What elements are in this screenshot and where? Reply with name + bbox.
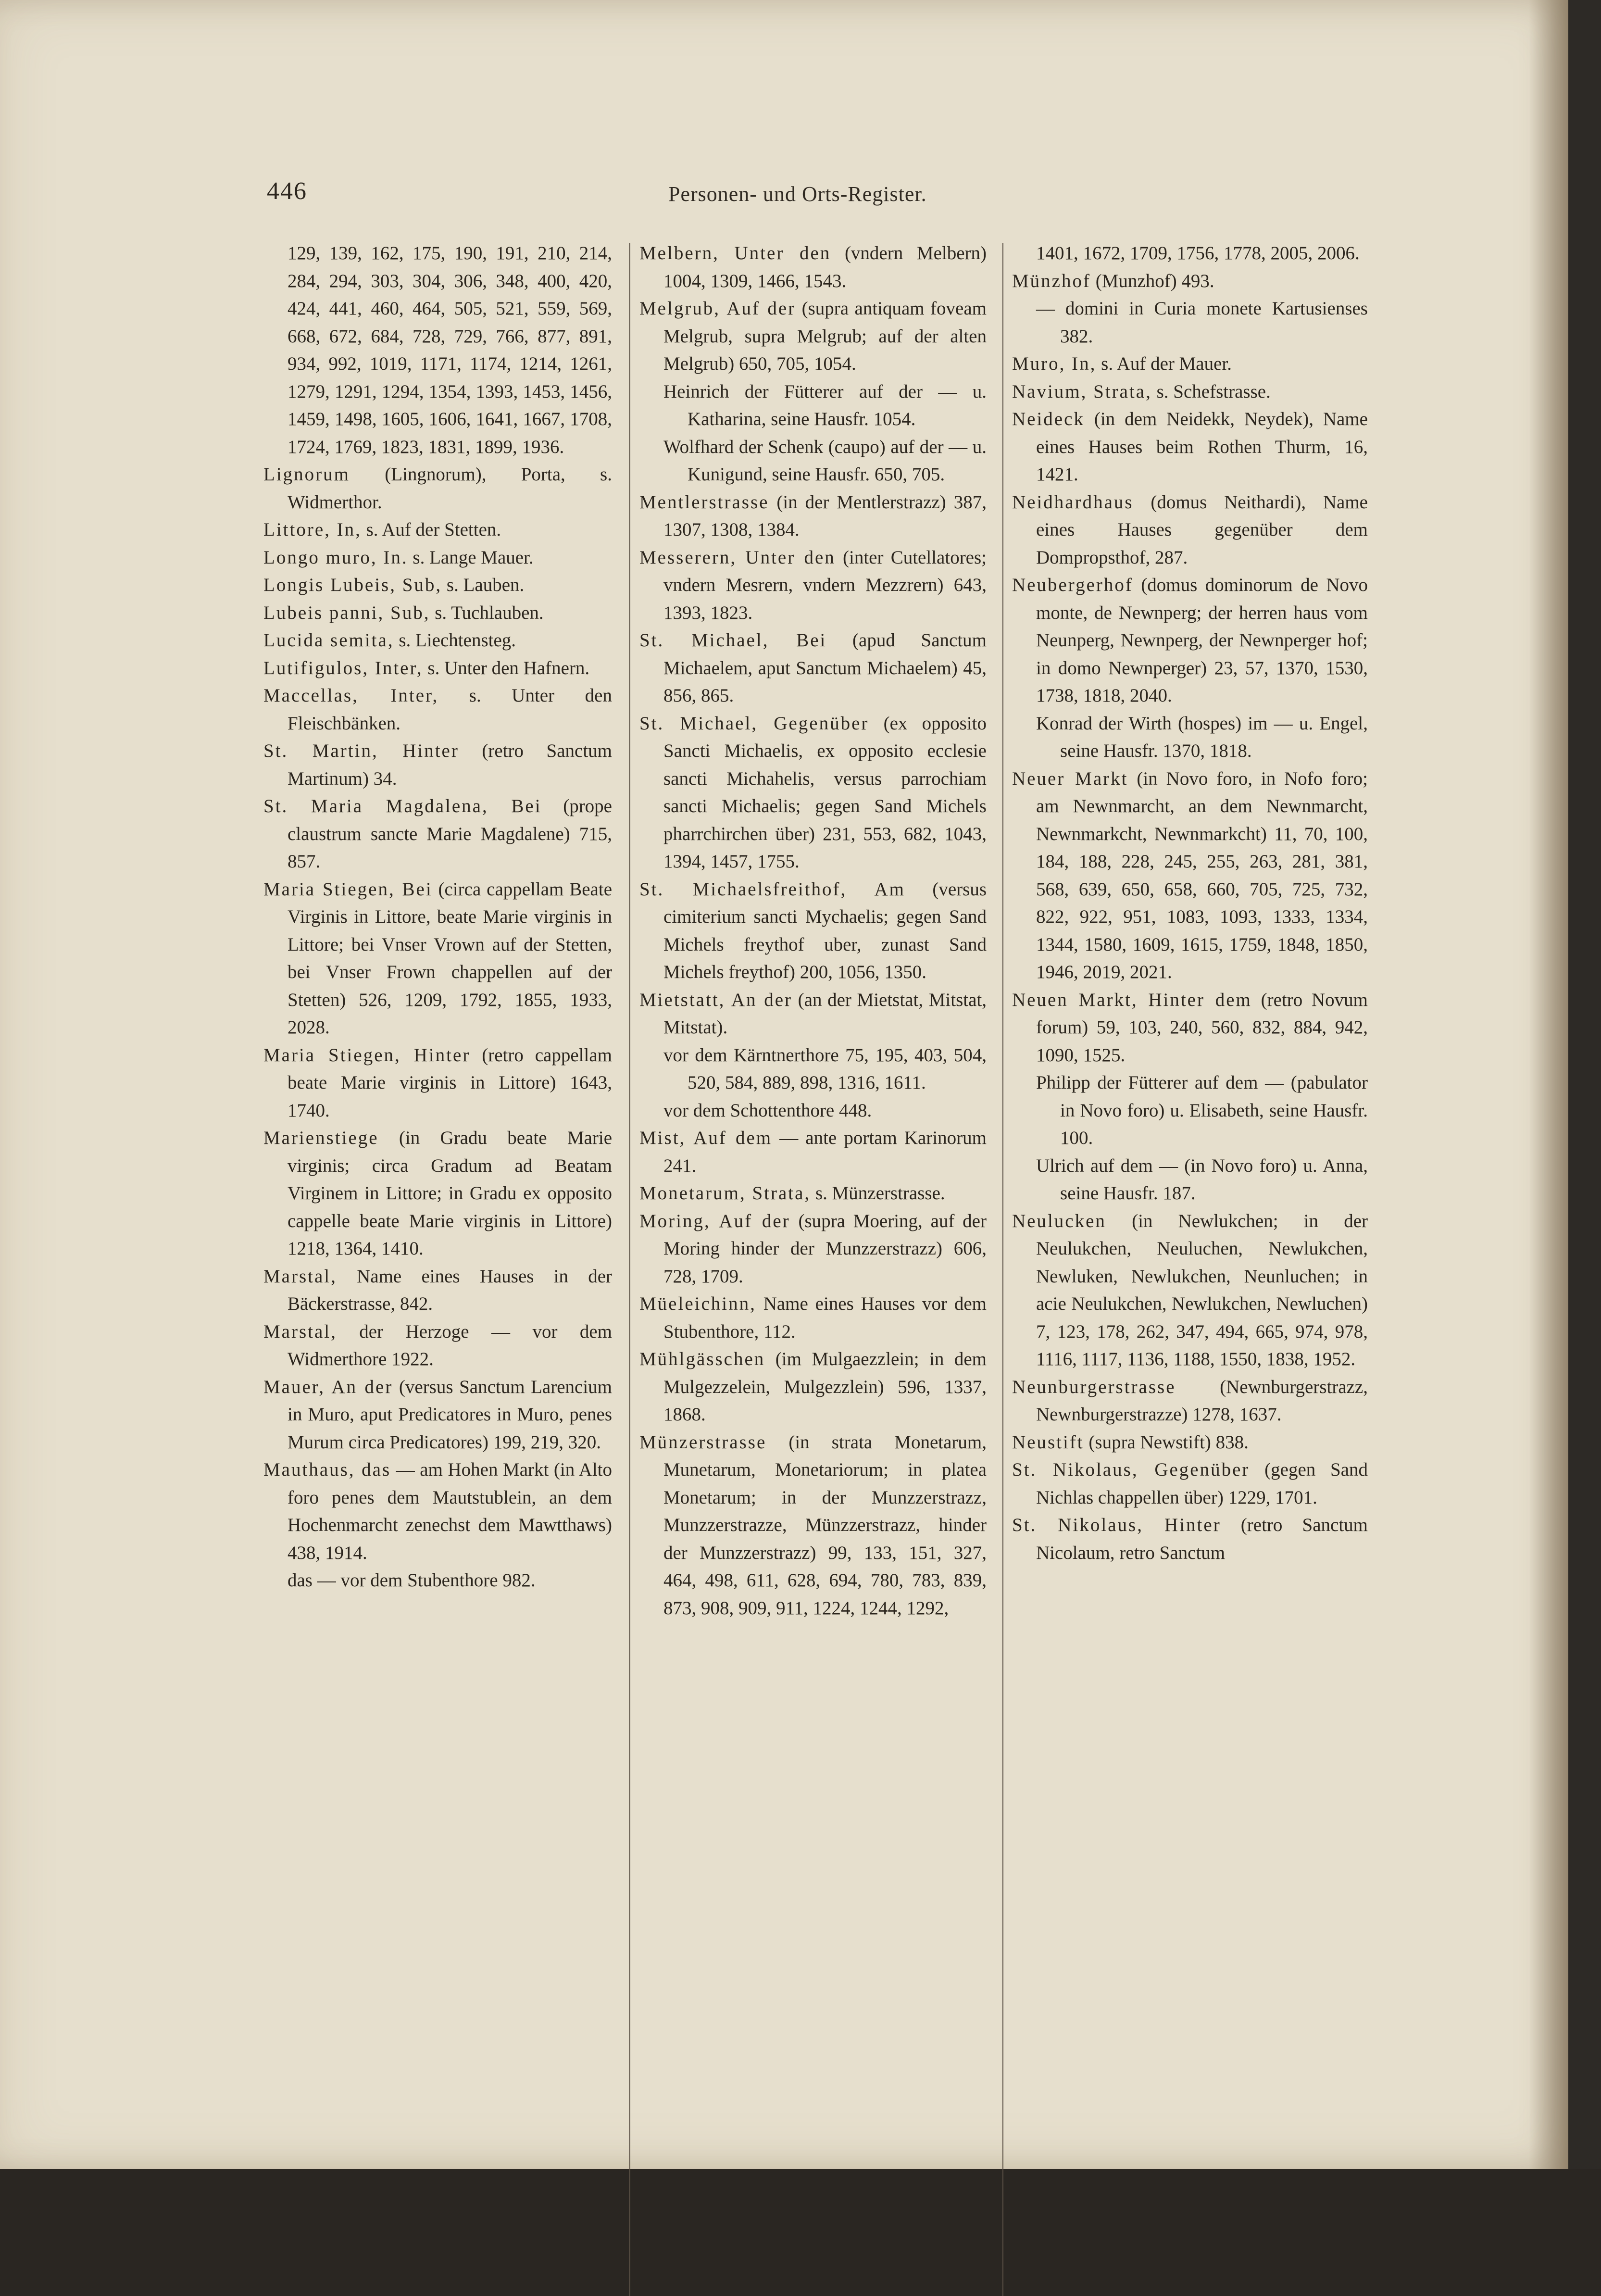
entry-headword: Neuen Markt, Hinter dem (1012, 989, 1252, 1010)
running-header: Personen- und Orts-Register. (668, 182, 927, 206)
register-entry (1012, 378, 1368, 406)
register-entry (263, 1041, 612, 1125)
register-subentry: das — vor dem Stubenthore 982. (288, 1570, 536, 1591)
entry-headword: Lutifigulos, Inter, (263, 657, 423, 678)
entry-text: (supra Moering, auf der Moring hinder der Munzzerstrazz) 606, 728, 1709. (663, 1210, 987, 1287)
entry-text: (gegen Sand Nichlas chappellen über) 1229, 1701. (1036, 1459, 1368, 1508)
entry-text: (in Novo foro, in Nofo foro; am Newnmarcht, an dem Newnmarcht, Newnmarkcht, Newnmarkcht) 11, 70, 100, 184, 188, 228, 245, 255, 263, 281, 381, 568, 639, 650, 658, 660, 705, 725, 732, 822, 922, 951, 1083, 1093, 1333, 1334, 1344, 1580, 1609, 1615, 1759, 1848, 1850, 1946, 2019, 2021. (1036, 768, 1368, 982)
register-entry (263, 654, 612, 682)
register-entry (1012, 1456, 1368, 1511)
entry-text: (retro Sanctum Martinum) 34. (288, 740, 612, 789)
entry-text: (circa cappellam Beate Virginis in Littore, beate Marie virginis in Littore; bei Vnser Vrown auf der Stetten, bei Vnser Frown chappellen auf der Stetten) 526, 1209, 1792, 1855, 1933, 2028. (288, 878, 612, 1038)
page-number: 446 (267, 177, 307, 205)
register-entry (1012, 1373, 1368, 1429)
register-entry (639, 1124, 987, 1179)
entry-headword: Neustift (1012, 1431, 1084, 1453)
entry-text: s. Auf der Stetten. (361, 519, 501, 540)
entry-continuation: 129, 139, 162, 175, 190, 191, 210, 214, 284, 294, 303, 304, 306, 348, 400, 420, 424, 441, 460, 464, 505, 521, 559, 569, 668, 672, 684, 728, 729, 766, 877, 891, 934, 992, 1019, 1171, 1174, 1214, 1261, 1279, 1291, 1294, 1354, 1393, 1453, 1456, 1459, 1498, 1605, 1606, 1641, 1667, 1708, 1724, 1769, 1823, 1831, 1899, 1936. (288, 243, 612, 457)
entry-headword: Marstal, (263, 1321, 337, 1342)
entry-headword: Melgrub, Auf der (639, 298, 796, 319)
register-subentry: Konrad der Wirth (hospes) im — u. Engel, seine Hausfr. 1370, 1818. (1036, 713, 1368, 761)
entry-headword: Neunburgerstrasse (1012, 1376, 1176, 1397)
register-entry (1012, 1207, 1368, 1373)
entry-headword: St. Michaelsfreithof, Am (639, 878, 905, 900)
entry-text: der Herzoge — vor dem Widmerthore 1922. (288, 1321, 612, 1369)
entry-text: s. Tuchlauben. (430, 602, 544, 623)
register-entry (263, 1263, 612, 1318)
entry-text: (in der Mentlerstrazz) 387, 1307, 1308, 1384. (663, 491, 987, 540)
entry-continuation: 1401, 1672, 1709, 1756, 1778, 2005, 2006. (1036, 243, 1360, 263)
register-entry (263, 544, 612, 572)
register-entry (639, 876, 987, 986)
entry-text: (supra Newstift) 838. (1084, 1431, 1249, 1453)
entry-text: Name eines Hauses vor dem Stubenthore, 112. (663, 1293, 987, 1342)
register-entry (639, 1429, 987, 1622)
entry-headword: Neidhardhaus (1012, 491, 1134, 513)
register-entry (263, 516, 612, 544)
register-entry (1012, 571, 1368, 710)
entry-text: (retro cappellam beate Marie virginis in Littore) 1643, 1740. (288, 1044, 612, 1121)
register-entry (1012, 765, 1368, 986)
entry-text: (in Newlukchen; in der Neulukchen, Neuluchen, Newlukchen, Newluken, Newlukchen, Neunluchen; in acie Neulukchen, Newlukchen, Newluchen) 7, 123, 178, 262, 347, 494, 665, 974, 978, 1116, 1117, 1136, 1188, 1550, 1838, 1952. (1036, 1210, 1368, 1369)
entry-text: (in Gradu beate Marie virginis; circa Gradum ad Beatam Virginem in Littore; in Gradu ex opposito cappelle beate Marie virginis in Littore) 1218, 1364, 1410. (288, 1128, 612, 1259)
entry-text: s. Schefstrasse. (1151, 381, 1271, 402)
entry-headword: Marstal, (263, 1266, 337, 1287)
entry-text: s. Unter den Fleischbänken. (288, 685, 612, 734)
register-subentry: — domini in Curia monete Kartusienses 382. (1036, 298, 1368, 347)
entry-text: (versus Sanctum Larencium in Muro, aput Predicatores in Muro, penes Murum circa Predicatores) 199, 219, 320. (288, 1376, 612, 1453)
register-entry (1012, 405, 1368, 489)
scan-edge (1568, 0, 1601, 2169)
register-entry (639, 1179, 987, 1207)
register-entry (263, 1318, 612, 1373)
entry-text: — ante portam Karinorum 241. (663, 1128, 987, 1176)
entry-text: s. Lauben. (442, 575, 525, 595)
register-subentry: Philipp der Fütterer auf dem — (pabulator in Novo foro) u. Elisabeth, seine Hausfr. 100. (1036, 1072, 1368, 1148)
register-column-3 (1012, 239, 1368, 1567)
entry-text: s. Münzerstrasse. (811, 1183, 945, 1204)
register-entry (639, 544, 987, 627)
entry-text: (domus Neithardi), Name eines Hauses gegenüber dem Dompropsthof, 287. (1036, 491, 1368, 568)
page-gutter-shadow (1529, 0, 1568, 2169)
register-entry (263, 737, 612, 792)
entry-headword: Lucida semita, (263, 630, 394, 651)
entry-headword: St. Nikolaus, Hinter (1012, 1515, 1221, 1535)
entry-text: (vndern Melbern) 1004, 1309, 1466, 1543. (663, 243, 987, 291)
entry-text: — am Hohen Markt (in Alto foro penes dem Mautstublein, an dem Hochenmarcht zenechst dem Mawtthaws) 438, 1914. (288, 1459, 612, 1563)
register-subentry: Heinrich der Fütterer auf der — u. Katharina, seine Hausfr. 1054. (663, 381, 987, 429)
entry-headword: Neuer Markt (1012, 768, 1128, 789)
entry-headword: Mist, Auf dem (639, 1128, 773, 1148)
register-entry (1012, 1511, 1368, 1567)
entry-headword: Marienstiege (263, 1128, 379, 1148)
register-subentry: Wolfhard der Schenk (caupo) auf der — u. Kunigund, seine Hausfr. 650, 705. (663, 436, 987, 485)
entry-headword: Mentlerstrasse (639, 491, 769, 513)
register-entry (1012, 489, 1368, 572)
register-subentry: Ulrich auf dem — (in Novo foro) u. Anna, seine Hausfr. 187. (1036, 1155, 1368, 1204)
register-entry (263, 461, 612, 516)
entry-headword: Münzerstrasse (639, 1431, 767, 1453)
entry-headword: Lignorum (263, 464, 350, 485)
register-entry (639, 239, 987, 295)
column-divider (629, 243, 630, 2296)
entry-text: (domus dominorum de Novo monte, de Newnperg; der herren haus vom Neunperg, Newnperg, der Newnperger hof; in domo Newnperger) 23, 57, 1370, 1530, 1738, 1818, 2040. (1036, 575, 1368, 706)
register-entry (263, 627, 612, 654)
register-entry (263, 792, 612, 876)
register-entry (263, 599, 612, 627)
entry-headword: Navium, Strata, (1012, 381, 1152, 402)
entry-headword: Münzhof (1012, 270, 1091, 291)
register-entry (263, 571, 612, 599)
entry-headword: Mauer, An der (263, 1376, 393, 1397)
entry-headword: St. Martin, Hinter (263, 740, 459, 761)
entry-headword: Neulucken (1012, 1210, 1106, 1231)
entry-headword: Maria Stiegen, Bei (263, 878, 433, 900)
entry-text: (in strata Monetarum, Munetarum, Monetariorum; in platea Monetarum; in der Munzzerstrazz, Munzzerstrazze, Münzzerstrazz, hinder der Munzzerstrazz) 99, 133, 151, 327, 464, 498, 611, 628, 694, 780, 783, 839, 873, 908, 909, 911, 1224, 1244, 1292, (663, 1431, 987, 1618)
entry-headword: Müeleichinn, (639, 1293, 756, 1314)
entry-headword: Neubergerhof (1012, 575, 1133, 595)
column-divider (1002, 243, 1003, 2296)
entry-headword: Longo muro, In. (263, 547, 408, 568)
entry-headword: Maria Stiegen, Hinter (263, 1044, 471, 1066)
register-entry (263, 1456, 612, 1567)
entry-headword: Longis Lubeis, Sub, (263, 575, 442, 595)
entry-text: (Lingnorum), Porta, s. Widmerthor. (288, 464, 612, 513)
register-entry (639, 710, 987, 876)
entry-headword: Maccellas, Inter, (263, 685, 439, 706)
register-entry (1012, 986, 1368, 1069)
entry-text: (Newnburgerstrazz, Newnburgerstrazze) 1278, 1637. (1036, 1376, 1368, 1425)
entry-headword: Mühlgässchen (639, 1349, 765, 1369)
entry-headword: St. Michael, Gegenüber (639, 713, 869, 734)
register-subentry: vor dem Kärntnerthore 75, 195, 403, 504, 520, 584, 889, 898, 1316, 1611. (663, 1044, 987, 1093)
entry-text: (retro Novum forum) 59, 103, 240, 560, 832, 884, 942, 1090, 1525. (1036, 989, 1368, 1066)
entry-headword: Neideck (1012, 409, 1085, 429)
entry-text: (ex opposito Sancti Michaelis, ex opposito ecclesie sancti Michahelis, versus parrochiam sancti Michaelis; gegen Sand Michels pharrchirchen über) 231, 553, 682, 1043, 1394, 1457, 1755. (663, 713, 987, 872)
entry-text: (prope claustrum sancte Marie Magdalene) 715, 857. (288, 796, 612, 872)
entry-text: Name eines Hauses in der Bäckerstrasse, 842. (288, 1266, 612, 1314)
entry-headword: Mietstatt, An der (639, 989, 792, 1010)
entry-text: (im Mulgaezzlein; in dem Mulgezzelein, Mulgezzlein) 596, 1337, 1868. (663, 1349, 987, 1425)
entry-text: (inter Cutellatores; vndern Mesrern, vndern Mezzrern) 643, 1393, 1823. (663, 547, 987, 623)
entry-headword: Monetarum, Strata, (639, 1183, 811, 1204)
register-entry (639, 627, 987, 710)
entry-text: (an der Mietstat, Mitstat, Mitstat). (663, 989, 987, 1038)
register-entry (639, 489, 987, 544)
entry-text: (apud Sanctum Michaelem, aput Sanctum Michaelem) 45, 856, 865. (663, 630, 987, 706)
register-entry (639, 1345, 987, 1429)
register-entry (1012, 350, 1368, 378)
entry-headword: Mauthaus, das (263, 1459, 391, 1480)
entry-text: s. Unter den Hafnern. (423, 657, 590, 678)
register-subentry: vor dem Schottenthore 448. (663, 1100, 872, 1121)
register-entry (263, 1373, 612, 1456)
register-entry (263, 682, 612, 737)
register-column-2 (639, 239, 987, 1622)
entry-text: (retro Sanctum Nicolaum, retro Sanctum (1036, 1515, 1368, 1563)
register-entry (1012, 267, 1368, 295)
entry-text: s. Liechtensteg. (394, 630, 516, 651)
register-entry (639, 1290, 987, 1345)
entry-headword: St. Michael, Bei (639, 630, 827, 651)
entry-text: s. Auf der Mauer. (1096, 353, 1232, 374)
entry-headword: St. Maria Magdalena, Bei (263, 796, 542, 816)
entry-text: (versus cimiterium sancti Mychaelis; gegen Sand Michels freythof uber, zunast Sand Michels freythof) 200, 1056, 1350. (663, 878, 987, 982)
register-column-1 (263, 239, 612, 1594)
entry-headword: Lubeis panni, Sub, (263, 602, 430, 623)
entry-headword: Muro, In, (1012, 353, 1097, 374)
entry-headword: Littore, In, (263, 519, 362, 540)
register-entry (1012, 1429, 1368, 1456)
entry-text: (in dem Neidekk, Neydek), Name eines Hauses beim Rothen Thurm, 16, 1421. (1036, 409, 1368, 485)
entry-text: (Munzhof) 493. (1090, 270, 1214, 291)
register-entry (639, 1207, 987, 1291)
register-entry (639, 986, 987, 1041)
register-entry (639, 295, 987, 378)
entry-headword: Melbern, Unter den (639, 243, 831, 263)
entry-headword: St. Nikolaus, Gegenüber (1012, 1459, 1250, 1480)
entry-headword: Moring, Auf der (639, 1210, 790, 1231)
register-entry (263, 1124, 612, 1263)
register-entry (263, 876, 612, 1041)
entry-text: s. Lange Mauer. (408, 547, 534, 568)
entry-text: (supra antiquam foveam Melgrub, supra Melgrub; auf der alten Melgrub) 650, 705, 1054. (663, 298, 987, 374)
entry-headword: Messerern, Unter den (639, 547, 836, 568)
